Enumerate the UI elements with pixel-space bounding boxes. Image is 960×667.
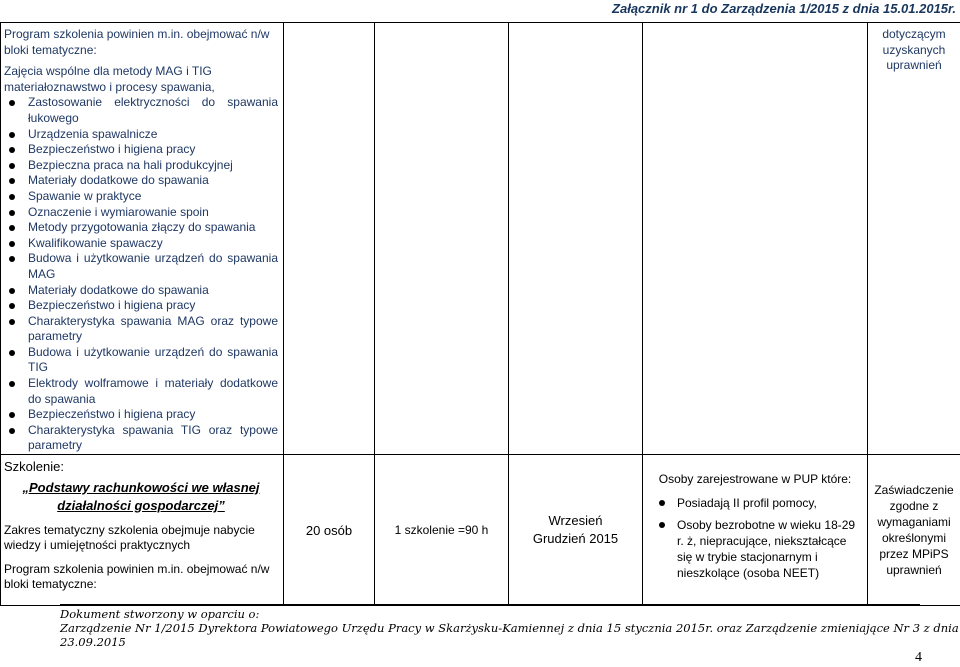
training-program-intro: Program szkolenia powinien m.in. obejmować n/w bloki tematyczne: [4, 561, 270, 592]
certificate: Zaświadczenie zgodne z wymaganiami określonymi przez MPiPS uprawnień [874, 483, 954, 578]
certificate-cell [868, 23, 960, 455]
list-item: Metody przygotowania złączy do spawania [4, 220, 278, 236]
list-item: Posiadają II profil pomocy, [649, 495, 861, 511]
table-row [1, 23, 960, 455]
list-item: Bezpieczeństwo i higiena pracy [4, 142, 278, 158]
participants-count: 20 osób [305, 522, 353, 538]
empty-cell [284, 23, 375, 455]
target-intro: Osoby zarejestrowane w PUP które: [658, 472, 852, 487]
list-item: Spawanie w praktyce [4, 189, 278, 205]
duration: 1 szkolenie =90 h [394, 523, 489, 538]
training-table [0, 22, 960, 606]
duration-cell [375, 455, 509, 606]
program-cell [1, 23, 284, 455]
training-title: „Podstawy rachunkowości we własnej działalności gospodarczej” [22, 479, 260, 513]
empty-cell [375, 23, 509, 455]
program-intro: Program szkolenia powinien m.in. obejmować n/w bloki tematyczne: [4, 27, 270, 57]
list-item: Zastosowanie elektryczności do spawania łukowego [4, 95, 278, 126]
list-item: Kwalifikowanie spawaczy [4, 236, 278, 252]
certificate-note: dotyczącym uzyskanych uprawnień [882, 27, 946, 73]
footer-source-text: Zarządzenie Nr 1/2015 Dyrektora Powiatowego Urzędu Pracy w Skarżysku-Kamiennej z dnia 15 stycznia 2015r. oraz Zarządzenie zmieniające Nr 3 z dnia 23.09.2015 [60, 621, 959, 649]
target-list [649, 495, 861, 581]
training-scope: Zakres tematyczny szkolenia obejmuje nabycie wiedzy i umiejętności praktycznych [4, 522, 255, 553]
page-number: 4 [915, 650, 922, 665]
empty-cell [509, 23, 643, 455]
period: Wrzesień Grudzień 2015 [532, 513, 619, 547]
participants-cell [284, 455, 375, 606]
list-item: Osoby bezrobotne w wieku 18-29 r. ż, niepracujące, niekształcące się w trybie stacjonarnym i nieszkolące (osoba NEET) [649, 517, 861, 581]
list-item: Budowa i użytkowanie urządzeń do spawania TIG [4, 345, 278, 376]
training-cell [1, 455, 284, 606]
empty-cell [643, 23, 868, 455]
section-title: Zajęcia wspólne dla metody MAG i TIG materiałoznawstwo i procesy spawania, [4, 64, 215, 94]
list-item: Oznaczenie i wymiarowanie spoin [4, 205, 278, 221]
target-group-cell [643, 455, 868, 606]
list-item: Charakterystyka spawania MAG oraz typowe parametry [4, 314, 278, 345]
list-item: Bezpieczeństwo i higiena pracy [4, 407, 278, 423]
list-item: Urządzenia spawalnicze [4, 127, 278, 143]
footer-rule [60, 604, 920, 605]
period-cell [509, 455, 643, 606]
training-label: Szkolenie: [4, 459, 64, 475]
table-row [1, 455, 960, 606]
list-item: Elektrody wolframowe i materiały dodatkowe do spawania [4, 376, 278, 407]
certificate-cell [868, 455, 960, 606]
list-item: Materiały dodatkowe do spawania [4, 283, 278, 299]
footer-source-label: Dokument stworzony w oparciu o: [60, 607, 260, 621]
topic-list [4, 95, 278, 454]
list-item: Bezpieczna praca na hali produkcyjnej [4, 158, 278, 174]
footer [60, 604, 960, 649]
list-item: Materiały dodatkowe do spawania [4, 173, 278, 189]
list-item: Budowa i użytkowanie urządzeń do spawania MAG [4, 251, 278, 282]
attachment-header: Załącznik nr 1 do Zarządzenia 1/2015 z dnia 15.01.2015r. [612, 1, 956, 16]
list-item: Bezpieczeństwo i higiena pracy [4, 298, 278, 314]
list-item: Charakterystyka spawania TIG oraz typowe parametry [4, 423, 278, 454]
